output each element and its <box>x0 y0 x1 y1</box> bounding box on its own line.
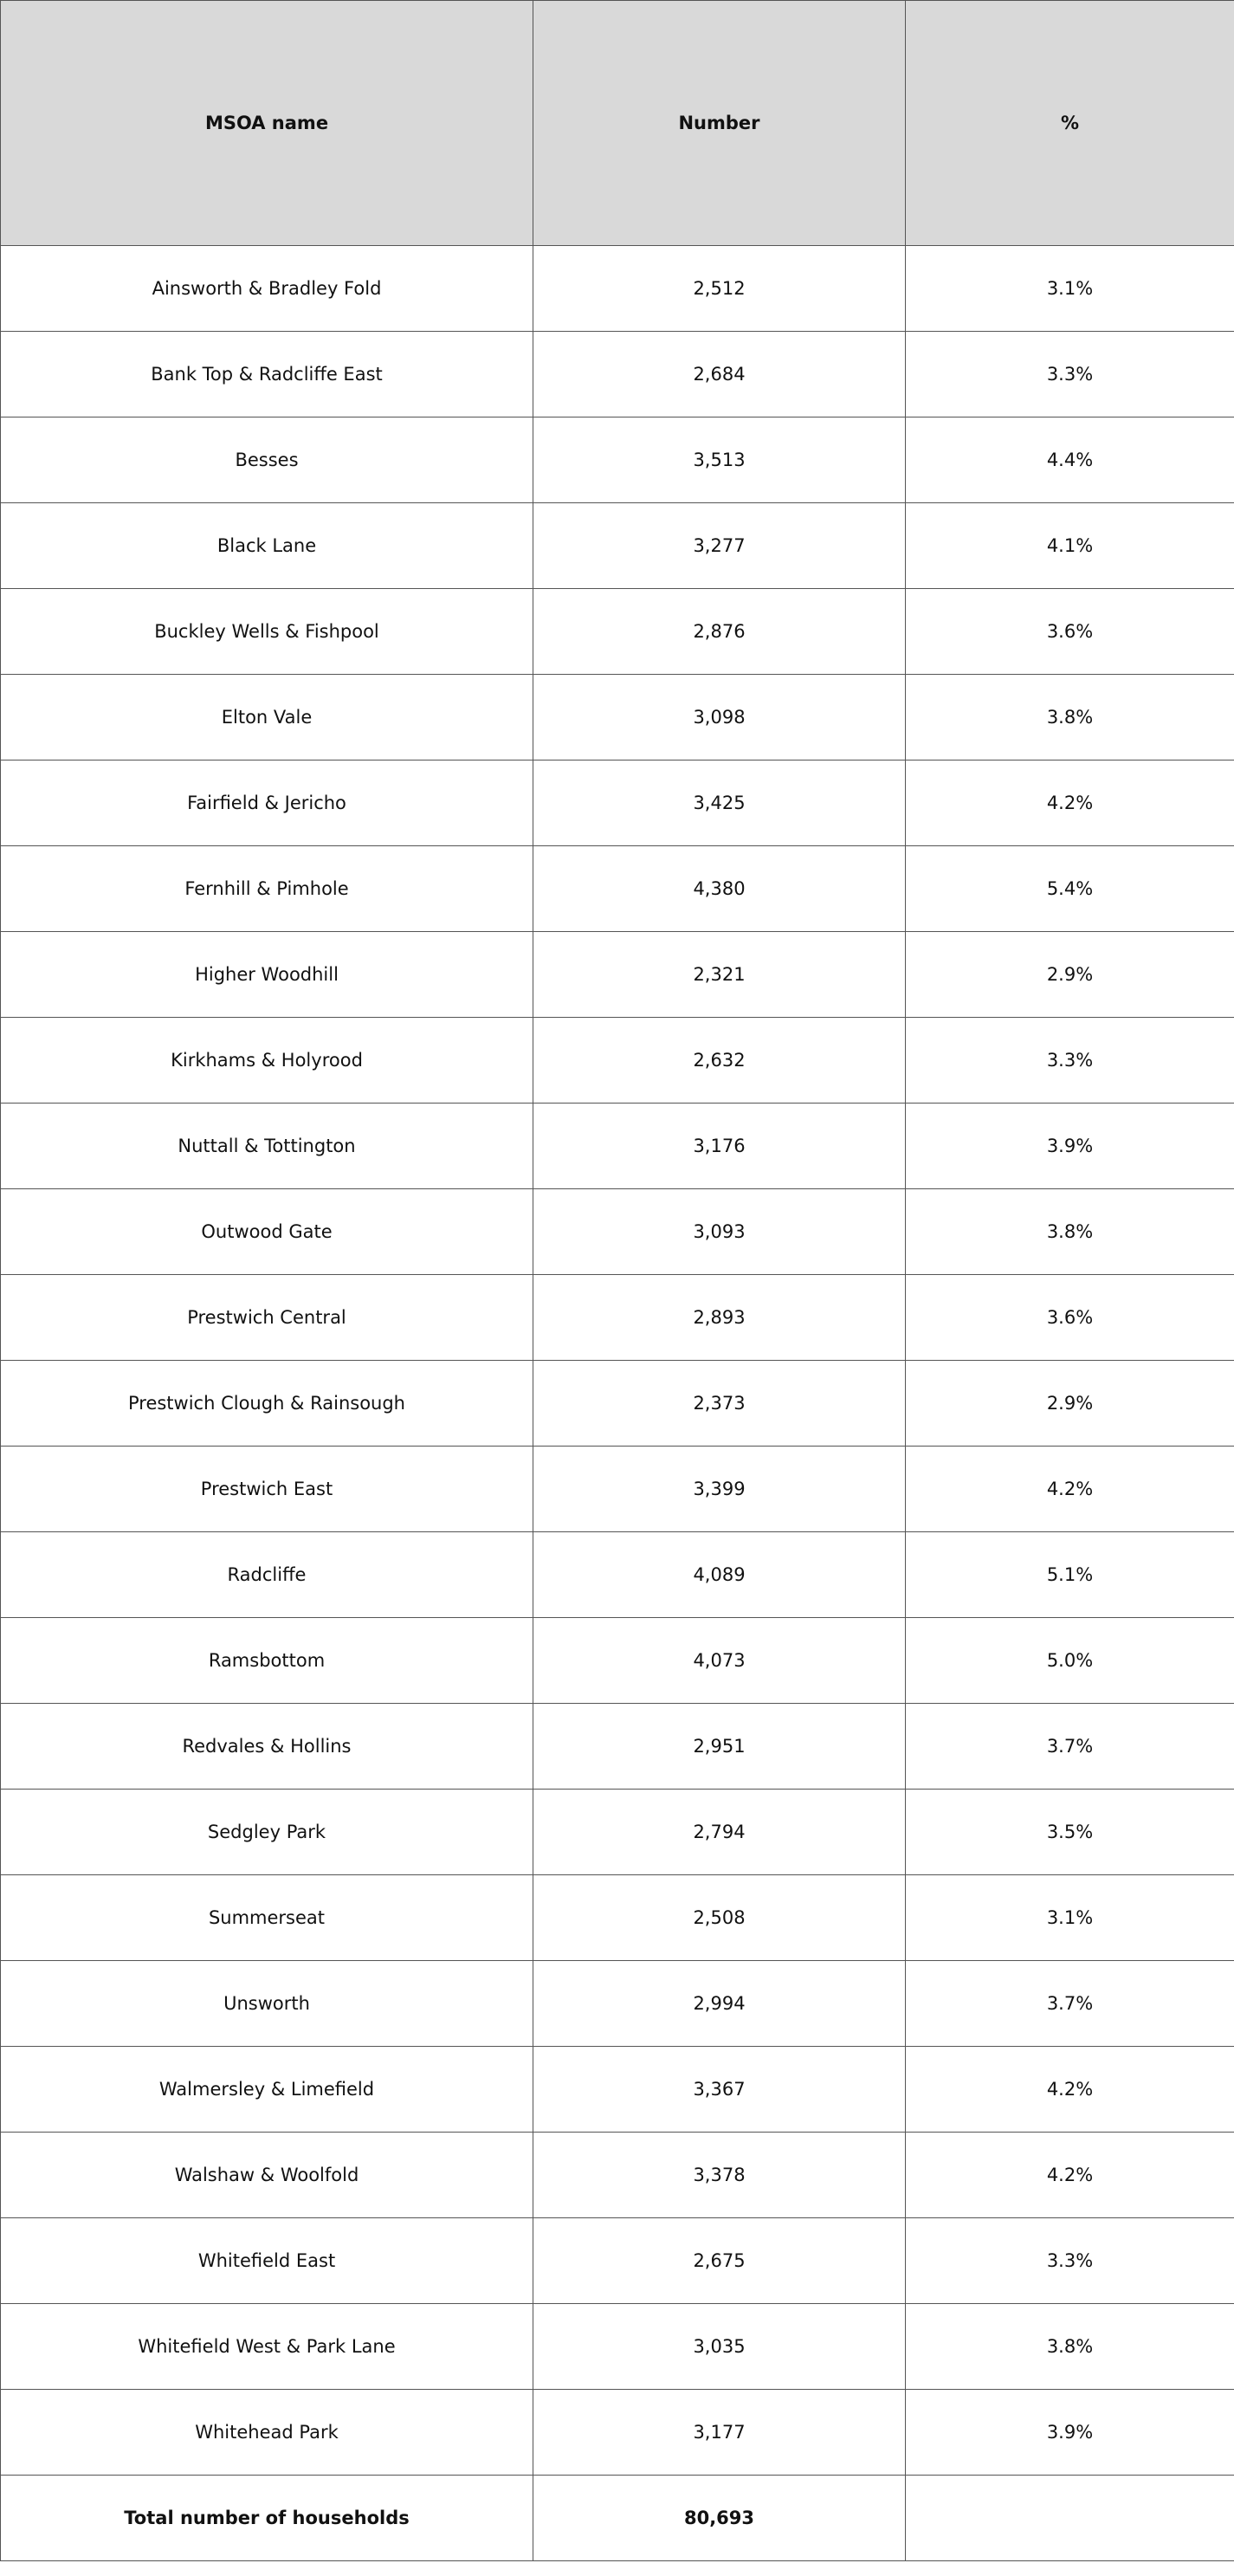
msoa-name-cell: Prestwich East <box>1 1447 533 1532</box>
number-cell: 2,373 <box>533 1361 906 1447</box>
table-row <box>1 246 1234 332</box>
header-number: Number <box>533 1 906 246</box>
table-row <box>1 1361 1234 1447</box>
number-cell: 2,794 <box>533 1790 906 1875</box>
number-cell: 3,513 <box>533 417 906 503</box>
percent-cell: 3.5% <box>906 1790 1234 1875</box>
msoa-name-cell: Summerseat <box>1 1875 533 1961</box>
msoa-name-cell: Whitehead Park <box>1 2390 533 2476</box>
msoa-name-cell: Outwood Gate <box>1 1189 533 1275</box>
msoa-name-cell: Redvales & Hollins <box>1 1704 533 1790</box>
table-row <box>1 2304 1234 2390</box>
table-row <box>1 1275 1234 1361</box>
table-row <box>1 589 1234 675</box>
percent-cell: 3.8% <box>906 1189 1234 1275</box>
percent-cell: 5.4% <box>906 846 1234 932</box>
percent-cell: 5.0% <box>906 1618 1234 1704</box>
table-footer <box>1 2476 1234 2561</box>
number-cell: 3,425 <box>533 761 906 846</box>
percent-cell: 3.3% <box>906 332 1234 417</box>
percent-cell: 3.6% <box>906 589 1234 675</box>
msoa-name-cell: Nuttall & Tottington <box>1 1104 533 1189</box>
table-row <box>1 2390 1234 2476</box>
msoa-name-cell: Higher Woodhill <box>1 932 533 1018</box>
msoa-name-cell: Whitefield West & Park Lane <box>1 2304 533 2390</box>
msoa-name-cell: Whitefield East <box>1 2218 533 2304</box>
table-row <box>1 417 1234 503</box>
number-cell: 2,893 <box>533 1275 906 1361</box>
percent-cell: 4.2% <box>906 2133 1234 2218</box>
percent-cell: 4.2% <box>906 761 1234 846</box>
msoa-name-cell: Unsworth <box>1 1961 533 2047</box>
percent-cell: 5.1% <box>906 1532 1234 1618</box>
total-row <box>1 2476 1234 2561</box>
number-cell: 2,675 <box>533 2218 906 2304</box>
total-number: 80,693 <box>533 2476 906 2561</box>
msoa-name-cell: Kirkhams & Holyrood <box>1 1018 533 1104</box>
table-row <box>1 1704 1234 1790</box>
number-cell: 2,684 <box>533 332 906 417</box>
msoa-name-cell: Ramsbottom <box>1 1618 533 1704</box>
number-cell: 4,073 <box>533 1618 906 1704</box>
percent-cell: 3.9% <box>906 2390 1234 2476</box>
number-cell: 2,994 <box>533 1961 906 2047</box>
header-msoa-name: MSOA name <box>1 1 533 246</box>
table-row <box>1 761 1234 846</box>
table-row <box>1 1618 1234 1704</box>
percent-cell: 3.3% <box>906 2218 1234 2304</box>
msoa-name-cell: Walshaw & Woolfold <box>1 2133 533 2218</box>
msoa-name-cell: Radcliffe <box>1 1532 533 1618</box>
percent-cell: 3.7% <box>906 1704 1234 1790</box>
table-body <box>1 246 1234 2476</box>
table-row <box>1 2218 1234 2304</box>
msoa-name-cell: Sedgley Park <box>1 1790 533 1875</box>
percent-cell: 4.2% <box>906 1447 1234 1532</box>
percent-cell: 3.1% <box>906 246 1234 332</box>
table-header <box>1 1 1234 246</box>
table-row <box>1 1790 1234 1875</box>
percent-cell: 3.8% <box>906 675 1234 761</box>
number-cell: 2,632 <box>533 1018 906 1104</box>
msoa-name-cell: Black Lane <box>1 503 533 589</box>
number-cell: 2,951 <box>533 1704 906 1790</box>
number-cell: 3,098 <box>533 675 906 761</box>
table-row <box>1 332 1234 417</box>
percent-cell: 3.8% <box>906 2304 1234 2390</box>
table-row <box>1 846 1234 932</box>
table-row <box>1 2133 1234 2218</box>
table-row <box>1 1961 1234 2047</box>
msoa-name-cell: Buckley Wells & Fishpool <box>1 589 533 675</box>
msoa-name-cell: Fairfield & Jericho <box>1 761 533 846</box>
table-row <box>1 1875 1234 1961</box>
table-row <box>1 1018 1234 1104</box>
percent-cell: 4.2% <box>906 2047 1234 2133</box>
table-row <box>1 932 1234 1018</box>
msoa-name-cell: Fernhill & Pimhole <box>1 846 533 932</box>
number-cell: 4,380 <box>533 846 906 932</box>
percent-cell: 3.9% <box>906 1104 1234 1189</box>
total-label: Total number of households <box>1 2476 533 2561</box>
number-cell: 3,177 <box>533 2390 906 2476</box>
percent-cell: 4.1% <box>906 503 1234 589</box>
number-cell: 2,876 <box>533 589 906 675</box>
number-cell: 3,176 <box>533 1104 906 1189</box>
table-row <box>1 2047 1234 2133</box>
table-row <box>1 1532 1234 1618</box>
msoa-name-cell: Walmersley & Limefield <box>1 2047 533 2133</box>
table-row <box>1 675 1234 761</box>
msoa-name-cell: Bank Top & Radcliffe East <box>1 332 533 417</box>
percent-cell: 2.9% <box>906 932 1234 1018</box>
number-cell: 3,399 <box>533 1447 906 1532</box>
number-cell: 3,367 <box>533 2047 906 2133</box>
number-cell: 3,378 <box>533 2133 906 2218</box>
number-cell: 3,035 <box>533 2304 906 2390</box>
msoa-name-cell: Ainsworth & Bradley Fold <box>1 246 533 332</box>
msoa-name-cell: Besses <box>1 417 533 503</box>
percent-cell: 3.1% <box>906 1875 1234 1961</box>
total-percent <box>906 2476 1234 2561</box>
header-percent: % <box>906 1 1234 246</box>
number-cell: 2,512 <box>533 246 906 332</box>
number-cell: 4,089 <box>533 1532 906 1618</box>
table-row <box>1 1447 1234 1532</box>
msoa-name-cell: Prestwich Central <box>1 1275 533 1361</box>
percent-cell: 3.3% <box>906 1018 1234 1104</box>
number-cell: 3,277 <box>533 503 906 589</box>
header-row <box>1 1 1234 246</box>
table-row <box>1 1104 1234 1189</box>
number-cell: 2,508 <box>533 1875 906 1961</box>
percent-cell: 4.4% <box>906 417 1234 503</box>
msoa-name-cell: Prestwich Clough & Rainsough <box>1 1361 533 1447</box>
msoa-name-cell: Elton Vale <box>1 675 533 761</box>
percent-cell: 3.6% <box>906 1275 1234 1361</box>
number-cell: 3,093 <box>533 1189 906 1275</box>
percent-cell: 2.9% <box>906 1361 1234 1447</box>
number-cell: 2,321 <box>533 932 906 1018</box>
percent-cell: 3.7% <box>906 1961 1234 2047</box>
table-row <box>1 503 1234 589</box>
table-row <box>1 1189 1234 1275</box>
